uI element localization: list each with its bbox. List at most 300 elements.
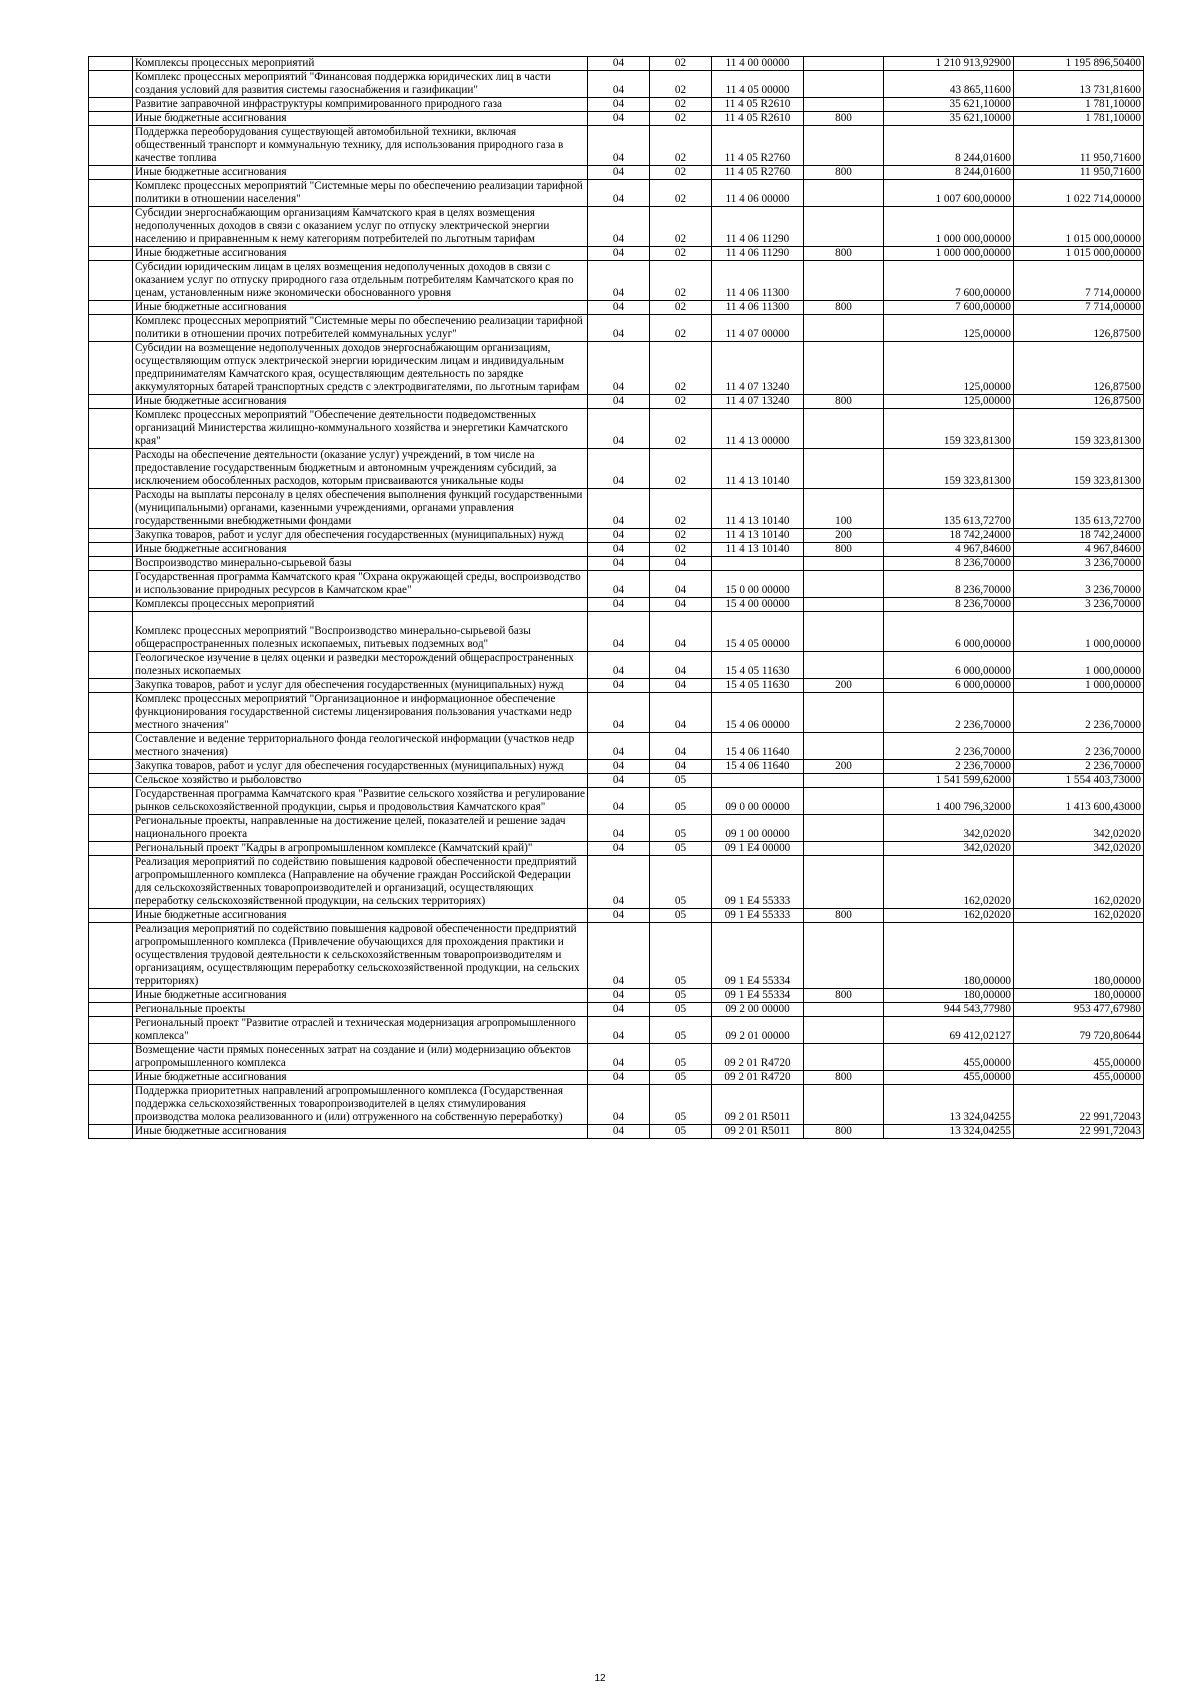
expense-type-cell bbox=[804, 315, 884, 342]
expense-type-cell bbox=[804, 1003, 884, 1017]
row-margin-cell bbox=[89, 571, 133, 598]
subsection-code-cell: 05 bbox=[650, 1071, 712, 1085]
target-article-cell: 11 4 05 R2760 bbox=[712, 126, 804, 166]
page-number: 12 bbox=[594, 1673, 606, 1684]
row-margin-cell bbox=[89, 989, 133, 1003]
item-name-cell: Комплекс процессных мероприятий "Организационное и информационное обеспечение функционирования государственной системы лицензирования пользования участками недр местного значения" bbox=[133, 693, 588, 733]
item-name-cell: Реализация мероприятий по содействию повышения кадровой обеспеченности предприятий агропромышленного комплекса (Направление на обучение граждан Российской Федерации для сельскохозяйственных товаропроизводителей и организаций, осуществляющих переработку сельскохозяйственной продукции, на сельских территориях) bbox=[133, 856, 588, 909]
subsection-code-cell: 05 bbox=[650, 1003, 712, 1017]
row-margin-cell bbox=[89, 395, 133, 409]
section-code-cell: 04 bbox=[588, 1125, 650, 1139]
amount-year1-cell: 8 236,70000 bbox=[884, 598, 1014, 612]
row-margin-cell bbox=[89, 774, 133, 788]
table-row bbox=[89, 1044, 1144, 1071]
section-code-cell: 04 bbox=[588, 126, 650, 166]
target-article-cell: 09 1 E4 55333 bbox=[712, 856, 804, 909]
table-row bbox=[89, 1071, 1144, 1085]
section-code-cell: 04 bbox=[588, 409, 650, 449]
expense-type-cell bbox=[804, 1085, 884, 1125]
item-name-cell: Государственная программа Камчатского края "Охрана окружающей среды, воспроизводство и использование природных ресурсов в Камчатском крае" bbox=[133, 571, 588, 598]
target-article-cell: 11 4 06 11300 bbox=[712, 301, 804, 315]
amount-year2-cell: 13 731,81600 bbox=[1014, 71, 1144, 98]
subsection-code-cell: 02 bbox=[650, 247, 712, 261]
target-article-cell: 11 4 05 R2610 bbox=[712, 112, 804, 126]
section-code-cell: 04 bbox=[588, 1044, 650, 1071]
subsection-code-cell: 02 bbox=[650, 126, 712, 166]
item-name-cell: Субсидии энергоснабжающим организациям Камчатского края в целях возмещения недополученных доходов в связи с оказанием услуг по отпуску электрической энергии населению и приравненным к нему категориям потребителей по льготным тарифам bbox=[133, 207, 588, 247]
amount-year2-cell: 455,00000 bbox=[1014, 1071, 1144, 1085]
item-name-cell: Закупка товаров, работ и услуг для обеспечения государственных (муниципальных) нужд bbox=[133, 529, 588, 543]
amount-year2-cell: 3 236,70000 bbox=[1014, 598, 1144, 612]
subsection-code-cell: 02 bbox=[650, 261, 712, 301]
amount-year2-cell: 135 613,72700 bbox=[1014, 489, 1144, 529]
amount-year1-cell: 69 412,02127 bbox=[884, 1017, 1014, 1044]
subsection-code-cell: 05 bbox=[650, 1044, 712, 1071]
target-article-cell: 09 2 01 00000 bbox=[712, 1017, 804, 1044]
amount-year1-cell: 13 324,04255 bbox=[884, 1085, 1014, 1125]
item-name-cell: Расходы на выплаты персоналу в целях обеспечения выполнения функций государственными (муниципальными) органами, казенными учреждениями, органами управления государственными внебюджетными фондами bbox=[133, 489, 588, 529]
expense-type-cell: 800 bbox=[804, 247, 884, 261]
section-code-cell: 04 bbox=[588, 301, 650, 315]
section-code-cell: 04 bbox=[588, 180, 650, 207]
row-margin-cell bbox=[89, 909, 133, 923]
row-margin-cell bbox=[89, 733, 133, 760]
target-article-cell: 15 4 05 11630 bbox=[712, 679, 804, 693]
row-margin-cell bbox=[89, 449, 133, 489]
amount-year1-cell: 180,00000 bbox=[884, 989, 1014, 1003]
amount-year1-cell: 8 244,01600 bbox=[884, 166, 1014, 180]
amount-year1-cell: 342,02020 bbox=[884, 815, 1014, 842]
amount-year2-cell: 159 323,81300 bbox=[1014, 409, 1144, 449]
target-article-cell bbox=[712, 557, 804, 571]
table-row bbox=[89, 571, 1144, 598]
target-article-cell: 15 4 06 00000 bbox=[712, 693, 804, 733]
item-name-cell: Иные бюджетные ассигнования bbox=[133, 543, 588, 557]
amount-year1-cell: 6 000,00000 bbox=[884, 612, 1014, 652]
target-article-cell: 09 1 E4 55333 bbox=[712, 909, 804, 923]
amount-year2-cell: 1 000,00000 bbox=[1014, 679, 1144, 693]
subsection-code-cell: 05 bbox=[650, 909, 712, 923]
target-article-cell: 11 4 13 10140 bbox=[712, 529, 804, 543]
item-name-cell: Иные бюджетные ассигнования bbox=[133, 112, 588, 126]
table-row bbox=[89, 923, 1144, 989]
expense-type-cell: 100 bbox=[804, 489, 884, 529]
amount-year1-cell: 35 621,10000 bbox=[884, 112, 1014, 126]
section-code-cell: 04 bbox=[588, 1071, 650, 1085]
amount-year1-cell: 1 400 796,32000 bbox=[884, 788, 1014, 815]
section-code-cell: 04 bbox=[588, 842, 650, 856]
table-row bbox=[89, 760, 1144, 774]
subsection-code-cell: 02 bbox=[650, 71, 712, 98]
row-margin-cell bbox=[89, 315, 133, 342]
section-code-cell: 04 bbox=[588, 774, 650, 788]
section-code-cell: 04 bbox=[588, 612, 650, 652]
section-code-cell: 04 bbox=[588, 71, 650, 98]
table-row bbox=[89, 679, 1144, 693]
subsection-code-cell: 02 bbox=[650, 57, 712, 71]
row-margin-cell bbox=[89, 207, 133, 247]
row-margin-cell bbox=[89, 612, 133, 652]
subsection-code-cell: 04 bbox=[650, 679, 712, 693]
amount-year2-cell: 126,87500 bbox=[1014, 315, 1144, 342]
item-name-cell: Поддержка переоборудования существующей автомобильной техники, включая общественный транспорт и коммунальную технику, для использования природного газа в качестве топлива bbox=[133, 126, 588, 166]
item-name-cell: Субсидии на возмещение недополученных доходов энергоснабжающим организациям, осуществляющим отпуск электрической энергии юридическим лицам и индивидуальным предпринимателям Камчатского края, осуществляющим деятельность по зарядке аккумуляторных батарей транспортных средств с электродвигателями, по льготным тарифам bbox=[133, 342, 588, 395]
expense-type-cell bbox=[804, 598, 884, 612]
amount-year1-cell: 159 323,81300 bbox=[884, 449, 1014, 489]
target-article-cell: 09 2 00 00000 bbox=[712, 1003, 804, 1017]
amount-year2-cell: 162,02020 bbox=[1014, 909, 1144, 923]
row-margin-cell bbox=[89, 342, 133, 395]
expense-type-cell bbox=[804, 733, 884, 760]
expense-type-cell: 800 bbox=[804, 1125, 884, 1139]
amount-year1-cell: 162,02020 bbox=[884, 856, 1014, 909]
amount-year1-cell: 2 236,70000 bbox=[884, 760, 1014, 774]
table-row bbox=[89, 301, 1144, 315]
section-code-cell: 04 bbox=[588, 261, 650, 301]
row-margin-cell bbox=[89, 180, 133, 207]
row-margin-cell bbox=[89, 98, 133, 112]
amount-year2-cell: 3 236,70000 bbox=[1014, 557, 1144, 571]
expense-type-cell bbox=[804, 856, 884, 909]
item-name-cell: Закупка товаров, работ и услуг для обеспечения государственных (муниципальных) нужд bbox=[133, 679, 588, 693]
amount-year1-cell: 43 865,11600 bbox=[884, 71, 1014, 98]
section-code-cell: 04 bbox=[588, 1003, 650, 1017]
section-code-cell: 04 bbox=[588, 989, 650, 1003]
section-code-cell: 04 bbox=[588, 98, 650, 112]
target-article-cell: 11 4 06 11290 bbox=[712, 207, 804, 247]
subsection-code-cell: 04 bbox=[650, 733, 712, 760]
item-name-cell: Региональные проекты, направленные на достижение целей, показателей и решение задач национального проекта bbox=[133, 815, 588, 842]
item-name-cell: Комплекс процессных мероприятий "Обеспечение деятельности подведомственных организаций Министерства жилищно-коммунального хозяйства и энергетики Камчатского края" bbox=[133, 409, 588, 449]
item-name-cell: Региональные проекты bbox=[133, 1003, 588, 1017]
section-code-cell: 04 bbox=[588, 760, 650, 774]
section-code-cell: 04 bbox=[588, 166, 650, 180]
table-row bbox=[89, 71, 1144, 98]
table-row bbox=[89, 652, 1144, 679]
table-row bbox=[89, 1003, 1144, 1017]
row-margin-cell bbox=[89, 1017, 133, 1044]
amount-year2-cell: 953 477,67980 bbox=[1014, 1003, 1144, 1017]
row-margin-cell bbox=[89, 543, 133, 557]
amount-year2-cell: 1 781,10000 bbox=[1014, 98, 1144, 112]
subsection-code-cell: 02 bbox=[650, 342, 712, 395]
section-code-cell: 04 bbox=[588, 557, 650, 571]
table-row bbox=[89, 180, 1144, 207]
amount-year1-cell: 125,00000 bbox=[884, 315, 1014, 342]
table-row bbox=[89, 856, 1144, 909]
amount-year1-cell: 162,02020 bbox=[884, 909, 1014, 923]
section-code-cell: 04 bbox=[588, 733, 650, 760]
section-code-cell: 04 bbox=[588, 529, 650, 543]
section-code-cell: 04 bbox=[588, 815, 650, 842]
table-row bbox=[89, 315, 1144, 342]
section-code-cell: 04 bbox=[588, 342, 650, 395]
amount-year2-cell: 22 991,72043 bbox=[1014, 1085, 1144, 1125]
subsection-code-cell: 02 bbox=[650, 529, 712, 543]
target-article-cell: 11 4 05 R2760 bbox=[712, 166, 804, 180]
table-row bbox=[89, 557, 1144, 571]
amount-year1-cell: 944 543,77980 bbox=[884, 1003, 1014, 1017]
expense-type-cell bbox=[804, 815, 884, 842]
row-margin-cell bbox=[89, 57, 133, 71]
subsection-code-cell: 02 bbox=[650, 489, 712, 529]
amount-year1-cell: 8 236,70000 bbox=[884, 571, 1014, 598]
item-name-cell: Составление и ведение территориального фонда геологической информации (участков недр местного значения) bbox=[133, 733, 588, 760]
section-code-cell: 04 bbox=[588, 489, 650, 529]
table-row bbox=[89, 1125, 1144, 1139]
item-name-cell: Сельское хозяйство и рыболовство bbox=[133, 774, 588, 788]
table-row bbox=[89, 733, 1144, 760]
row-margin-cell bbox=[89, 1003, 133, 1017]
table-row bbox=[89, 842, 1144, 856]
amount-year2-cell: 1 554 403,73000 bbox=[1014, 774, 1144, 788]
amount-year2-cell: 126,87500 bbox=[1014, 395, 1144, 409]
item-name-cell: Региональный проект "Кадры в агропромышленном комплексе (Камчатский край)" bbox=[133, 842, 588, 856]
item-name-cell: Иные бюджетные ассигнования bbox=[133, 1125, 588, 1139]
subsection-code-cell: 02 bbox=[650, 207, 712, 247]
section-code-cell: 04 bbox=[588, 449, 650, 489]
subsection-code-cell: 05 bbox=[650, 1085, 712, 1125]
amount-year2-cell: 2 236,70000 bbox=[1014, 693, 1144, 733]
target-article-cell: 09 0 00 00000 bbox=[712, 788, 804, 815]
row-margin-cell bbox=[89, 1125, 133, 1139]
section-code-cell: 04 bbox=[588, 693, 650, 733]
table-row bbox=[89, 342, 1144, 395]
table-row bbox=[89, 1017, 1144, 1044]
amount-year2-cell: 2 236,70000 bbox=[1014, 760, 1144, 774]
amount-year2-cell: 342,02020 bbox=[1014, 815, 1144, 842]
expense-type-cell bbox=[804, 1017, 884, 1044]
section-code-cell: 04 bbox=[588, 395, 650, 409]
expense-type-cell bbox=[804, 652, 884, 679]
amount-year2-cell: 1 015 000,00000 bbox=[1014, 247, 1144, 261]
target-article-cell: 09 2 01 R4720 bbox=[712, 1071, 804, 1085]
amount-year2-cell: 1 000,00000 bbox=[1014, 652, 1144, 679]
section-code-cell: 04 bbox=[588, 207, 650, 247]
subsection-code-cell: 05 bbox=[650, 923, 712, 989]
row-margin-cell bbox=[89, 679, 133, 693]
amount-year1-cell: 342,02020 bbox=[884, 842, 1014, 856]
target-article-cell: 09 1 E4 55334 bbox=[712, 989, 804, 1003]
section-code-cell: 04 bbox=[588, 788, 650, 815]
target-article-cell: 11 4 13 10140 bbox=[712, 449, 804, 489]
item-name-cell: Возмещение части прямых понесенных затрат на создание и (или) модернизацию объектов агропромышленного комплекса bbox=[133, 1044, 588, 1071]
item-name-cell: Субсидии юридическим лицам в целях возмещения недополученных доходов в связи с оказанием услуг по отпуску природного газа отдельным потребителям Камчатского края по ценам, установленным ниже экономически обоснованного уровня bbox=[133, 261, 588, 301]
table-row bbox=[89, 774, 1144, 788]
expense-type-cell: 800 bbox=[804, 989, 884, 1003]
amount-year1-cell: 2 236,70000 bbox=[884, 733, 1014, 760]
amount-year1-cell: 1 541 599,62000 bbox=[884, 774, 1014, 788]
item-name-cell: Закупка товаров, работ и услуг для обеспечения государственных (муниципальных) нужд bbox=[133, 760, 588, 774]
item-name-cell: Комплексы процессных мероприятий bbox=[133, 57, 588, 71]
table-row bbox=[89, 57, 1144, 71]
expense-type-cell: 800 bbox=[804, 1071, 884, 1085]
target-article-cell: 11 4 07 13240 bbox=[712, 395, 804, 409]
amount-year1-cell: 135 613,72700 bbox=[884, 489, 1014, 529]
target-article-cell: 15 4 00 00000 bbox=[712, 598, 804, 612]
target-article-cell: 15 4 06 11640 bbox=[712, 733, 804, 760]
item-name-cell: Реализация мероприятий по содействию повышения кадровой обеспеченности предприятий агропромышленного комплекса (Привлечение обучающихся для прохождения практики и осуществления трудовой деятельности к сельскохозяйственным товаропроизводителям и организациям, осуществляющим переработку сельскохозяйственной продукции, на сельских территориях) bbox=[133, 923, 588, 989]
item-name-cell: Комплекс процессных мероприятий "Системные меры по обеспечению реализации тарифной политики в отношении населения" bbox=[133, 180, 588, 207]
amount-year2-cell: 180,00000 bbox=[1014, 923, 1144, 989]
subsection-code-cell: 04 bbox=[650, 571, 712, 598]
subsection-code-cell: 04 bbox=[650, 760, 712, 774]
subsection-code-cell: 02 bbox=[650, 395, 712, 409]
expense-type-cell: 200 bbox=[804, 529, 884, 543]
row-margin-cell bbox=[89, 247, 133, 261]
target-article-cell: 11 4 05 R2610 bbox=[712, 98, 804, 112]
target-article-cell: 11 4 06 00000 bbox=[712, 180, 804, 207]
amount-year1-cell: 2 236,70000 bbox=[884, 693, 1014, 733]
amount-year1-cell: 159 323,81300 bbox=[884, 409, 1014, 449]
table-row bbox=[89, 207, 1144, 247]
table-row bbox=[89, 261, 1144, 301]
amount-year2-cell: 11 950,71600 bbox=[1014, 126, 1144, 166]
item-name-cell: Иные бюджетные ассигнования bbox=[133, 301, 588, 315]
item-name-cell: Иные бюджетные ассигнования bbox=[133, 909, 588, 923]
target-article-cell: 15 4 05 11630 bbox=[712, 652, 804, 679]
table-row bbox=[89, 989, 1144, 1003]
target-article-cell: 11 4 13 00000 bbox=[712, 409, 804, 449]
target-article-cell: 11 4 07 13240 bbox=[712, 342, 804, 395]
expense-type-cell: 800 bbox=[804, 112, 884, 126]
amount-year2-cell: 1 195 896,50400 bbox=[1014, 57, 1144, 71]
amount-year2-cell: 1 015 000,00000 bbox=[1014, 207, 1144, 247]
subsection-code-cell: 05 bbox=[650, 842, 712, 856]
section-code-cell: 04 bbox=[588, 543, 650, 557]
amount-year1-cell: 7 600,00000 bbox=[884, 301, 1014, 315]
table-row bbox=[89, 126, 1144, 166]
row-margin-cell bbox=[89, 409, 133, 449]
amount-year2-cell: 7 714,00000 bbox=[1014, 301, 1144, 315]
expense-type-cell bbox=[804, 342, 884, 395]
item-name-cell: Комплекс процессных мероприятий "Системные меры по обеспечению реализации тарифной политики в отношении прочих потребителей коммунальных услуг" bbox=[133, 315, 588, 342]
expense-type-cell bbox=[804, 923, 884, 989]
item-name-cell: Иные бюджетные ассигнования bbox=[133, 395, 588, 409]
row-margin-cell bbox=[89, 1071, 133, 1085]
item-name-cell: Комплексы процессных мероприятий bbox=[133, 598, 588, 612]
target-article-cell: 11 4 06 11300 bbox=[712, 261, 804, 301]
expense-type-cell: 800 bbox=[804, 909, 884, 923]
target-article-cell: 11 4 06 11290 bbox=[712, 247, 804, 261]
item-name-cell: Комплекс процессных мероприятий "Воспроизводство минерально-сырьевой базы общераспространенных полезных ископаемых, питьевых подземных вод" bbox=[133, 612, 588, 652]
target-article-cell: 09 1 E4 55334 bbox=[712, 923, 804, 989]
item-name-cell: Иные бюджетные ассигнования bbox=[133, 989, 588, 1003]
target-article-cell: 09 1 00 00000 bbox=[712, 815, 804, 842]
row-margin-cell bbox=[89, 166, 133, 180]
section-code-cell: 04 bbox=[588, 57, 650, 71]
row-margin-cell bbox=[89, 529, 133, 543]
row-margin-cell bbox=[89, 923, 133, 989]
expense-type-cell bbox=[804, 774, 884, 788]
amount-year1-cell: 125,00000 bbox=[884, 395, 1014, 409]
table-row bbox=[89, 409, 1144, 449]
table-row bbox=[89, 395, 1144, 409]
subsection-code-cell: 02 bbox=[650, 301, 712, 315]
target-article-cell: 15 4 06 11640 bbox=[712, 760, 804, 774]
subsection-code-cell: 02 bbox=[650, 180, 712, 207]
subsection-code-cell: 02 bbox=[650, 543, 712, 557]
section-code-cell: 04 bbox=[588, 909, 650, 923]
amount-year1-cell: 1 000 000,00000 bbox=[884, 207, 1014, 247]
row-margin-cell bbox=[89, 598, 133, 612]
section-code-cell: 04 bbox=[588, 1017, 650, 1044]
amount-year2-cell: 11 950,71600 bbox=[1014, 166, 1144, 180]
item-name-cell: Геологическое изучение в целях оценки и разведки месторождений общераспространенных полезных ископаемых bbox=[133, 652, 588, 679]
target-article-cell: 11 4 13 10140 bbox=[712, 489, 804, 529]
expense-type-cell bbox=[804, 1044, 884, 1071]
subsection-code-cell: 04 bbox=[650, 598, 712, 612]
expense-type-cell: 200 bbox=[804, 760, 884, 774]
amount-year2-cell: 7 714,00000 bbox=[1014, 261, 1144, 301]
expense-type-cell bbox=[804, 57, 884, 71]
amount-year2-cell: 455,00000 bbox=[1014, 1044, 1144, 1071]
expense-type-cell: 800 bbox=[804, 543, 884, 557]
row-margin-cell bbox=[89, 856, 133, 909]
amount-year2-cell: 1 781,10000 bbox=[1014, 112, 1144, 126]
section-code-cell: 04 bbox=[588, 598, 650, 612]
table-row bbox=[89, 247, 1144, 261]
expense-type-cell bbox=[804, 261, 884, 301]
amount-year2-cell: 1 413 600,43000 bbox=[1014, 788, 1144, 815]
amount-year2-cell: 22 991,72043 bbox=[1014, 1125, 1144, 1139]
row-margin-cell bbox=[89, 126, 133, 166]
row-margin-cell bbox=[89, 71, 133, 98]
section-code-cell: 04 bbox=[588, 856, 650, 909]
target-article-cell: 11 4 13 10140 bbox=[712, 543, 804, 557]
subsection-code-cell: 02 bbox=[650, 409, 712, 449]
table-row bbox=[89, 815, 1144, 842]
expense-type-cell bbox=[804, 409, 884, 449]
target-article-cell bbox=[712, 774, 804, 788]
expense-type-cell: 800 bbox=[804, 166, 884, 180]
section-code-cell: 04 bbox=[588, 571, 650, 598]
amount-year1-cell: 1 007 600,00000 bbox=[884, 180, 1014, 207]
section-code-cell: 04 bbox=[588, 112, 650, 126]
item-name-cell: Поддержка приоритетных направлений агропромышленного комплекса (Государственная поддержка сельскохозяйственных товаропроизводителей в целях стимулирования производства молока реализованного и (или) отгруженного на собственную переработку) bbox=[133, 1085, 588, 1125]
amount-year2-cell: 180,00000 bbox=[1014, 989, 1144, 1003]
subsection-code-cell: 05 bbox=[650, 1017, 712, 1044]
subsection-code-cell: 04 bbox=[650, 612, 712, 652]
target-article-cell: 09 2 01 R5011 bbox=[712, 1085, 804, 1125]
amount-year2-cell: 126,87500 bbox=[1014, 342, 1144, 395]
target-article-cell: 15 4 05 00000 bbox=[712, 612, 804, 652]
target-article-cell: 09 2 01 R5011 bbox=[712, 1125, 804, 1139]
section-code-cell: 04 bbox=[588, 247, 650, 261]
expense-type-cell bbox=[804, 693, 884, 733]
row-margin-cell bbox=[89, 693, 133, 733]
table-row bbox=[89, 612, 1144, 652]
amount-year1-cell: 4 967,84600 bbox=[884, 543, 1014, 557]
row-margin-cell bbox=[89, 1085, 133, 1125]
amount-year2-cell: 2 236,70000 bbox=[1014, 733, 1144, 760]
target-article-cell: 11 4 05 00000 bbox=[712, 71, 804, 98]
amount-year1-cell: 7 600,00000 bbox=[884, 261, 1014, 301]
budget-table bbox=[88, 56, 1144, 1139]
subsection-code-cell: 02 bbox=[650, 112, 712, 126]
amount-year1-cell: 18 742,24000 bbox=[884, 529, 1014, 543]
item-name-cell: Развитие заправочной инфраструктуры компримированного природного газа bbox=[133, 98, 588, 112]
item-name-cell: Иные бюджетные ассигнования bbox=[133, 247, 588, 261]
row-margin-cell bbox=[89, 489, 133, 529]
expense-type-cell bbox=[804, 557, 884, 571]
target-article-cell: 11 4 00 00000 bbox=[712, 57, 804, 71]
amount-year1-cell: 1 000 000,00000 bbox=[884, 247, 1014, 261]
row-margin-cell bbox=[89, 301, 133, 315]
row-margin-cell bbox=[89, 1044, 133, 1071]
amount-year2-cell: 79 720,80644 bbox=[1014, 1017, 1144, 1044]
table-row bbox=[89, 98, 1144, 112]
